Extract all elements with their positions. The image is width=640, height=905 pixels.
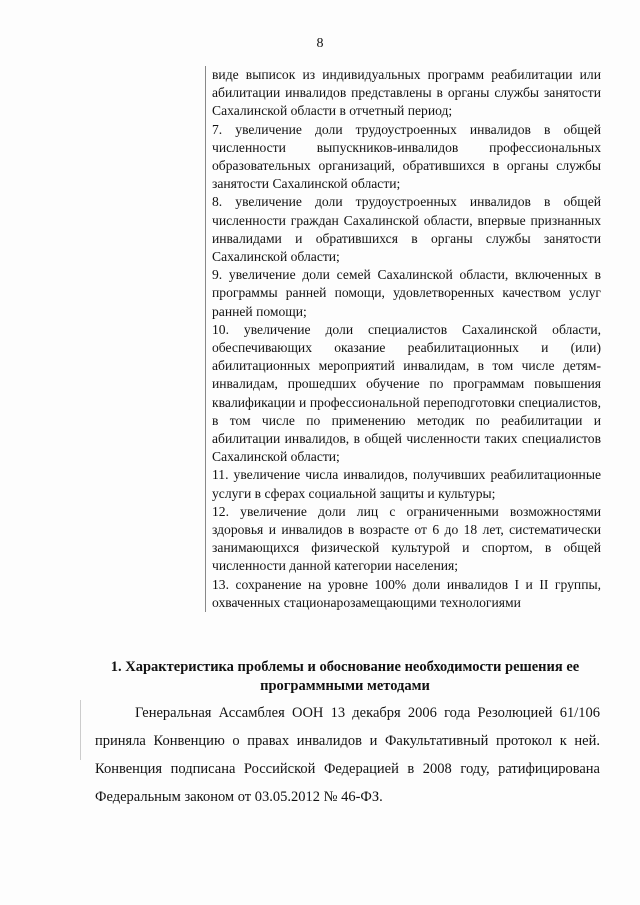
list-item: 13. сохранение на уровне 100% доли инвалидов I и II группы, охваченных стационарозамещающими технологиями [212,576,601,610]
page-number: 8 [316,36,324,51]
section-heading: 1. Характеристика проблемы и обоснование необходимости решения ее программными методами [110,659,580,694]
indicators-list [205,66,601,612]
paragraph-text: Генеральная Ассамблея ООН 13 декабря 2006 года Резолюцией 61/106 приняла Конвенцию о правах инвалидов и Факультативный протокол к ней. Конвенция подписана Российской Федерацией в 2008 году, ратифицирована Федеральным законом от 03.05.2012 № 46-ФЗ. [95,705,600,805]
list-item: виде выписок из индивидуальных программ реабилитации или абилитации инвалидов представлены в органы службы занятости Сахалинской области в отчетный период; [212,67,601,119]
list-item: 12. увеличение доли лиц с ограниченными возможностями здоровья и инвалидов в возрасте от 6 до 18 лет, систематически занимающихся физической культурой и спортом, в общей численности данной категории населения; [212,503,601,574]
margin-line [80,700,81,760]
list-item: 10. увеличение доли специалистов Сахалинской области, обеспечивающих оказание реабилитационных и (или) абилитационных мероприятий инвалидам, в том числе детям-инвалидам, прошедших обучение по программам повышения квалификации и профессиональной переподготовки специалистов, в том числе по применению методик по реабилитации и абилитации инвалидов, в общей численности таких специалистов Сахалинской области; [212,321,601,465]
body-paragraph [95,699,600,811]
list-item: 7. увеличение доли трудоустроенных инвалидов в общей численности выпускников-инвалидов профессиональных образовательных организаций, обратившихся в органы службы занятости Сахалинской области; [212,121,601,192]
list-item: 8. увеличение доли трудоустроенных инвалидов в общей численности граждан Сахалинской области, впервые признанных инвалидами и обратившихся в органы службы занятости Сахалинской области; [212,194,601,265]
list-item: 11. увеличение числа инвалидов, получивших реабилитационные услуги в сферах социальной защиты и культуры; [212,467,601,501]
list-item: 9. увеличение доли семей Сахалинской области, включенных в программы ранней помощи, удовлетворенных качеством услуг ранней помощи; [212,267,601,319]
